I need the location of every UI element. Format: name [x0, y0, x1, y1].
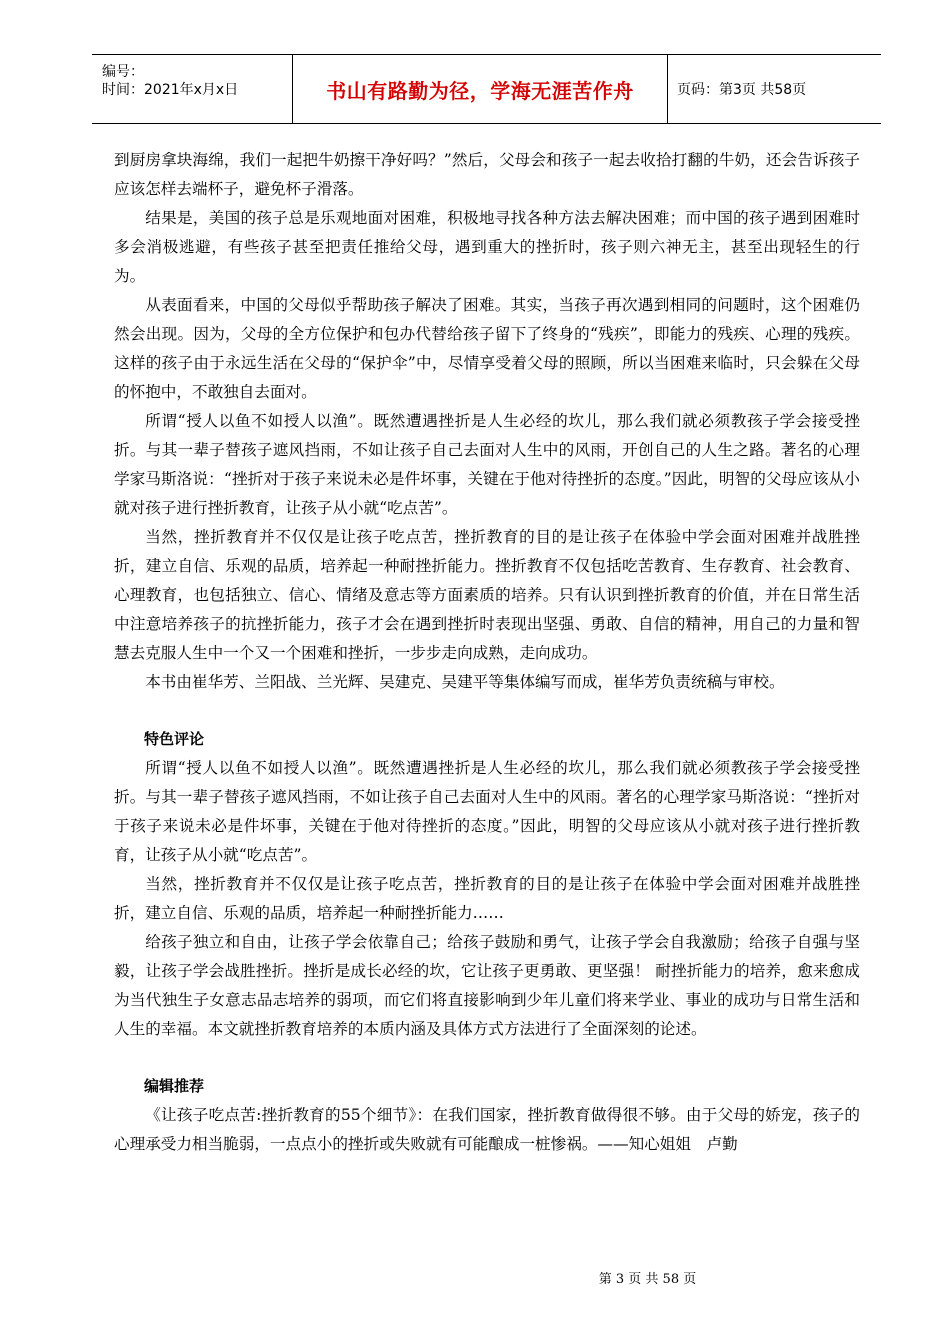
- paragraph: 《让孩子吃点苦:挫折教育的55个细节》：在我们国家，挫折教育做得很不够。由于父母的娇宠，孩子的心理承受力相当脆弱，一点点小的挫折或失败就有可能酿成一桩惨祸。——知心姐姐 卢勤: [114, 1106, 860, 1153]
- paragraph: 结果是，美国的孩子总是乐观地面对困难，积极地寻找各种方法去解决困难；而中国的孩子遇到困难时多会消极逃避，有些孩子甚至把责任推给父母，遇到重大的挫折时，孩子则六神无主，甚至出现轻生的行为。: [114, 209, 860, 285]
- page-header: [92, 54, 881, 124]
- footer-page-number: 第 3 页 共 58 页: [598, 1272, 697, 1287]
- page-footer: [0, 1268, 950, 1287]
- section-gap: [114, 697, 860, 725]
- section-gap: [114, 1044, 860, 1072]
- paragraph: 当然，挫折教育并不仅仅是让孩子吃点苦，挫折教育的目的是让孩子在体验中学会面对困难并战胜挫折，建立自信、乐观的品质，培养起一种耐挫折能力。挫折教育不仅包括吃苦教育、生存教育、社会教育、心理教育，也包括独立、信心、情绪及意志等方面素质的培养。只有认识到挫折教育的价值，并在日常生活中注意培养孩子的抗挫折能力，孩子才会在遇到挫折时表现出坚强、勇敢、自信的精神，用自己的力量和智慧去克服人生中一个又一个困难和挫折，一步步走向成熟，走向成功。: [114, 528, 860, 662]
- section-title-review: 特色评论: [144, 730, 205, 748]
- paragraph: 所谓“授人以鱼不如授人以渔”。既然遭遇挫折是人生必经的坎儿，那么我们就必须教孩子学会接受挫折。与其一辈子替孩子遮风挡雨，不如让孩子自己去面对人生中的风雨，开创自己的人生之路。著名的心理学家马斯洛说：“挫折对于孩子来说未必是件坏事，关键在于他对待挫折的态度。”因此，明智的父母应该从小就对孩子进行挫折教育，让孩子从小就“吃点苦”。: [114, 412, 860, 517]
- header-meta: [92, 55, 292, 123]
- section-title-recommend: 编辑推荐: [144, 1077, 205, 1095]
- header-page-label: 页码：第3页 共58页: [677, 82, 807, 98]
- paragraph: 从表面看来，中国的父母似乎帮助孩子解决了困难。其实，当孩子再次遇到相同的问题时，这个困难仍然会出现。因为，父母的全方位保护和包办代替给孩子留下了终身的“残疾”，即能力的残疾、心理的残疾。这样的孩子由于永远生活在父母的“保护伞”中，尽情享受着父母的照顾，所以当困难来临时，只会躲在父母的怀抱中，不敢独自去面对。: [114, 296, 860, 401]
- document-body: [114, 146, 860, 1159]
- time-label: 时间：2021年x月x日: [102, 82, 239, 98]
- paragraph: 当然，挫折教育并不仅仅是让孩子吃点苦，挫折教育的目的是让孩子在体验中学会面对困难并战胜挫折，建立自信、乐观的品质，培养起一种耐挫折能力……: [114, 875, 860, 922]
- paragraph: 所谓“授人以鱼不如授人以渔”。既然遭遇挫折是人生必经的坎儿，那么我们就必须教孩子学会接受挫折。与其一辈子替孩子遮风挡雨，不如让孩子自己去面对人生中的风雨。著名的心理学家马斯洛说：“挫折对于孩子来说未必是件坏事，关键在于他对待挫折的态度。”因此，明智的父母应该从小就对孩子进行挫折教育，让孩子从小就“吃点苦”。: [114, 759, 860, 864]
- header-page-cell: [667, 55, 881, 123]
- header-motto-cell: [292, 55, 668, 123]
- paragraph: 到厨房拿块海绵，我们一起把牛奶擦干净好吗？”然后，父母会和孩子一起去收拾打翻的牛奶，还会告诉孩子应该怎样去端杯子，避免杯子滑落。: [114, 151, 860, 198]
- paragraph: 给孩子独立和自由，让孩子学会依靠自己；给孩子鼓励和勇气，让孩子学会自我激励；给孩子自强与坚毅，让孩子学会战胜挫折。挫折是成长必经的坎，它让孩子更勇敢、更坚强！ 耐挫折能力的培养，愈来愈成为当代独生子女意志品志培养的弱项，而它们将直接影响到少年儿童们将来学业、事业的成功与日常生活和人生的幸福。本文就挫折教育培养的本质内涵及具体方式方法进行了全面深刻的论述。: [114, 933, 860, 1038]
- paragraph: 本书由崔华芳、兰阳战、兰光辉、吴建克、吴建平等集体编写而成，崔华芳负责统稿与审校。: [145, 673, 785, 691]
- header-motto: 书山有路勤为径，学海无涯苦作舟: [326, 78, 634, 103]
- number-label: 编号：: [102, 64, 144, 80]
